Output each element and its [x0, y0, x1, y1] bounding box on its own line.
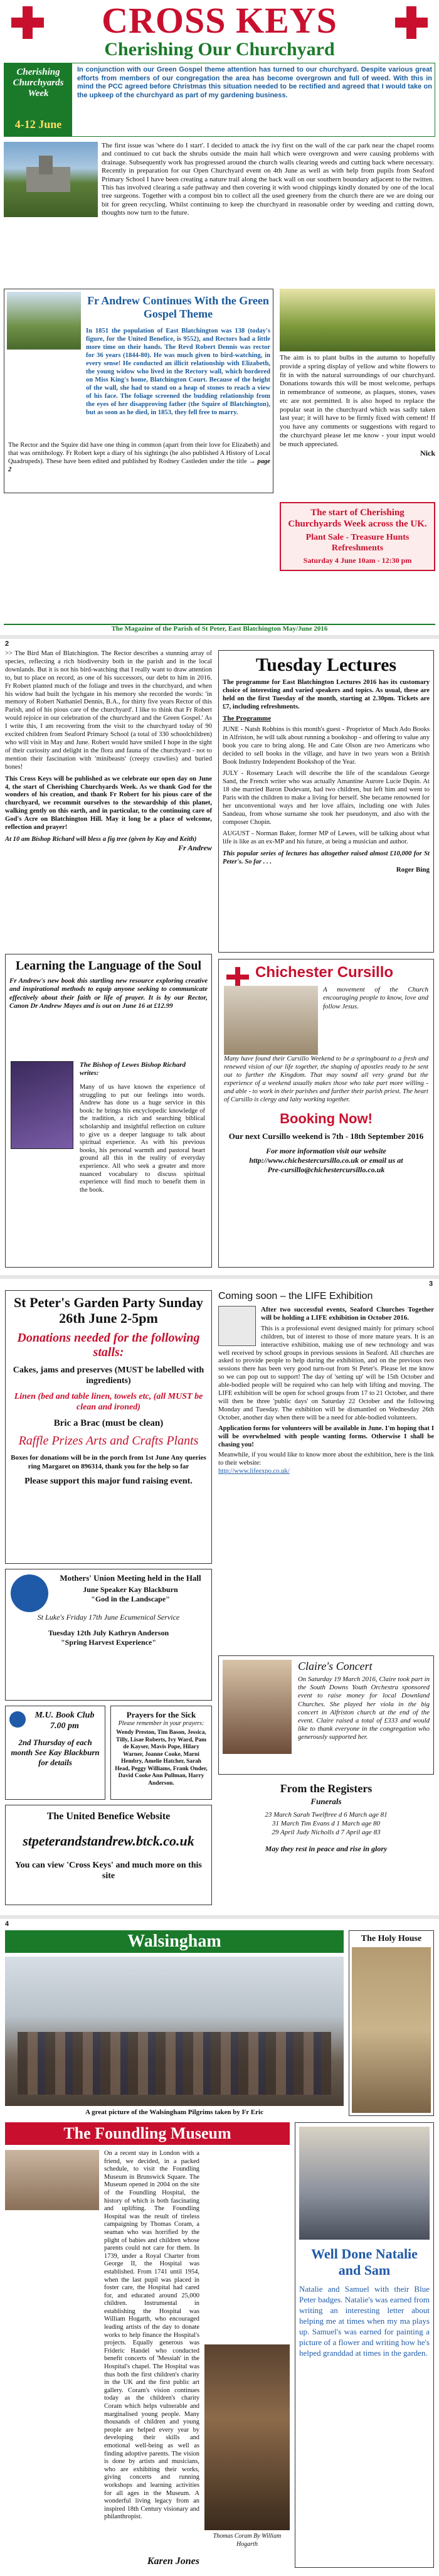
registers-section [218, 1782, 434, 1854]
cherishing-week-date: 4-12 June [14, 118, 62, 131]
bird-man-text: >> The Bird Man of Blatchington. The Rector describes a stunning array of species, reflecting a rich biodiversity both in the parish and in the local downlands. But it is not his bird-watching that I really want to draw attention to, but to place on record, as one of his successors, our debt to him in 2016. Fr Robert planted much of the foliage and trees in the churchyard, and when his widow had built the lychgate in his memory she recorded the words: 'in memory of Robert Nathaniel Dennis, B.A., for thirty five years Rector of this Parish, and of his pious care of the churchyard'. I like to think that Fr Robert would rejoice in our celebration of the churchyard and the Green Gospel.' As I write this, I am recovering from the visit to the churchyard today of 90 excited children from Seaford Primary School (a total of 330 schoolchildren) who will visit in May and June. Robert would have smiled I hope in the sight of their curiosity and delight in the flora and fauna of the churchyard - not to mention their fascination with 'minibeasts' (creepy crawlies) and buried bones! [5, 650, 212, 771]
page-one [0, 0, 439, 634]
register-entry: 29 April Judy Nicholls d 7 April age 83 [272, 1829, 381, 1836]
book-club-dates: 2nd Thursday of each month See Kay Blackburn for details [11, 1738, 100, 1767]
mothers-union-service: St Luke's Friday 17th June Ecumenical Service [37, 1613, 180, 1622]
open-day-date: Saturday 4 June 10am - 12:30 pm [303, 556, 412, 565]
garden-party-donations: Donations needed for the following stalls: [17, 1331, 200, 1359]
bird-man-bold: This Cross Keys will be published as we celebrate our open day on June 4, the start of Cherishing Churchyards Week. As we thank God for the wonders of his creation, and thank Fr Robert for his pious care of the churchyard, we recommit ourselves to the stewardship of this planet, walking gently on this earth, and in particular, to the continuing care of God's Acre on Blatchington Hill. May it long be a place of welcome, reflection and prayer! [5, 775, 212, 831]
well-done-box [295, 2122, 434, 2568]
claires-concert-body: On Saturday 19 March 2016, Claire took part in the South Downs Youth Orchestra sponsored event to raise money for local Downland Churches. She played her viola in the big concert in Alfriston church at the end of the event. Claire raised a total of £333 and would like to thank everyone in the congregation who generously supported her. [298, 1675, 430, 1741]
book-club-box [5, 1706, 105, 1800]
life-exhibition-body: This is a professional event designed mainly for primary school children, but of interest to those of more mature years. It is an interactive exhibition, making use of new technology and was well received by school groups in previous sessions in Seaford. All churches are asked to provide people to help during the exhibition, and on the previous two sessions there has been very good turn-out from St Peter's. Please let me know so we can pop out to support! The day of 'setting up' will be 15th October and able-bodied people will be required who can help with lifting and moving. The LIFE exhibition will be open for school groups from 17 to 21 October, and there will then be three 'public days' on Saturday 22 October and the following Monday and Tuesday. The exhibition will be dismantled on Wednesday 26th October, another day when there will be a need for able-bodied volunteers. [218, 1325, 434, 1421]
bird-man-fig-tree: At 10 am Bishop Richard will bless a fig tree (given by Kay and Keith) [5, 835, 197, 843]
well-done-title: Well Done Natalie and Sam [311, 2246, 418, 2278]
register-entry: 31 March Tim Evans d 1 March age 80 [272, 1820, 381, 1827]
bird-man-signature: Fr Andrew [178, 843, 212, 852]
lecture-july: JULY - Rosemary Leach will describe the life of the scandalous George Sand, the French writer who was actually Amantine Aurore Lucie Dupin. At 18 she married Baron Dudevant, had two children, but left him and went to Paris with the children to make a living for herself. She became renowned for her unconventional ways and her love affairs, including one with Jules Sandeau, from whose surname she took her pseudonym, and also with the composer Chopin. [223, 769, 430, 826]
registers-funerals: Funerals [310, 1797, 342, 1806]
well-done-body: Natalie and Samuel with their Blue Peter badges. Natalie's was earned from writing an interesting letter about helping me at times when my ma plays up. Samuel's was earned for painting a picture of a flower and writing how he's helped granddad at times in the garden. [299, 2284, 430, 2358]
bulbs-text: The aim is to plant bulbs in the autumn to hopefully provide a spring display of yellow and white flowers to fit in with the natural surroundings of our churchyard. Donations towards this will be most welcome, perhaps in remembrance of someone, as plaques, stones, vases etc are not permitted. It is also hoped to replace the popular seat in the churchyard which was sadly taken last year; it will have to be firmly fixed with cement! If you have any comments or suggestions with regard to the churchyard please let me know - your input would be much appreciated. [280, 354, 435, 448]
benefice-website-title: The United Benefice Website [46, 1811, 171, 1822]
page-number: 2 [5, 640, 9, 648]
lecture-fundraising: This popular series of lectures has altogether raised almost £10,000 for St Peter's. So far . . . [223, 850, 430, 865]
cursillo-info: For more information visit our website http://www.chichestercursillo.co.uk or email us at [249, 1146, 403, 1165]
foundling-article: On a recent stay in London with a friend, we decided, in a packed schedule, to visit the Foundling Museum in Brunswick Square. The Museum opened in 2004 on the site of the Foundling Hospital, the history of which is both fascinating and uplifting. The Foundling Hospital was the result of tireless campaigning by Thomas Coram, a seaman who was horrified by the plight of babies and children whose parents could not care for them. In 1739, under a Royal Charter from George II, the Hospital was established. From 1741 until 1954, when the last pupil was placed in foster care, the Hospital had cared for, and educated around 25,000 children. Instrumental in establishing the Hospital was William Hogarth, who encouraged leading artists of the day to donate works to help finance the Hospital's projects. Equally generous was Frideric Handel who conducted benefit concerts of 'Messiah' in the Hospital's chapel. The Hospital was thus both the first children's charity in the UK and the first public art gallery. Coram's vision continues today as the children's charity Coram which helps vulnerable and marginalised young people. Many thousands of children and young people are helped every year by developing their skills and emotional well-being as well as finding adoptive parents. The vision is done by artists and musicians, who are exhibiting their works, giving concerts and running workshops and learning activities for all ages in the Museum. A wonderful living legacy from an inspired 18th Century visionary and philanthropist. [104, 2150, 199, 2521]
cherishing-week-panel [4, 63, 72, 136]
lectures-signature: Roger Bing [396, 865, 430, 874]
soul-book-box [5, 954, 212, 1268]
mothers-union-title: Mothers' Union Meeting held in the Hall [60, 1573, 201, 1583]
holy-house-title: The Holy House [361, 1934, 422, 1943]
foundling-signature: Karen Jones [147, 2556, 199, 2567]
page-number: 4 [5, 1920, 9, 1928]
page-four [0, 1920, 439, 2576]
magazine-footer: The Magazine of the Parish of St Peter, East Blatchington May/June 2016 [111, 625, 328, 633]
bird-man-article [5, 650, 212, 852]
page-separator [0, 1275, 439, 1279]
soul-book-title: Learning the Language of the Soul [15, 959, 202, 973]
intro-paragraph: In conjunction with our Green Gospel theme attention has turned to our churchyard. Despite various great efforts from members of our congregation the area has become overgrown and full of weed. With this in mind the PCC agreed before Christmas this situation needed to be rectified and agreed that I would take on the upkeep of the churchyard as part of my gardening business. [77, 66, 432, 99]
book-club-logo [9, 1711, 26, 1728]
left-cross-keys-emblem [10, 5, 45, 40]
tree-article-heading: Fr Andrew Continues With the Green Gospel Theme [87, 294, 269, 320]
cursillo-title: Chichester Cursillo [255, 964, 394, 981]
soul-book-intro: Fr Andrew's new book this startling new resource exploring creative and inspirational methods to equip anyone seeking to communicate effectively about their faith or life of prayer. It is by our Rector, Canon Dr Andrew Mayes and is out on June 16 at £12.99 [9, 977, 208, 1010]
cursillo-dates: Our next Cursillo weekend is 7th - 18th September 2016 [228, 1131, 424, 1141]
walsingham-caption: A great picture of the Walsingham Pilgrims taken by Fr Eric [85, 2108, 263, 2116]
garden-party-title: St Peter's Garden Party Sunday 26th June 2-5pm [14, 1295, 203, 1326]
page-separator [0, 1915, 439, 1919]
tree-photo [7, 292, 81, 350]
garden-party-raffle: Raffle Prizes Arts and Crafts Plants [18, 1434, 199, 1448]
natalie-sam-photo [299, 2127, 430, 2240]
tree-article-text [8, 441, 270, 474]
soul-book-cover [11, 1061, 73, 1149]
mothers-union-speaker: June Speaker Kay Blackburn [83, 1585, 178, 1594]
page-three [0, 1280, 439, 1914]
flowers-photo [280, 289, 435, 351]
tuesday-lectures-title: Tuesday Lectures [255, 655, 397, 675]
benefice-website-note: You can view 'Cross Keys' and much more on this site [15, 1861, 202, 1881]
soul-book-review: Many of us have known the experience of struggling to put our feelings into words. Andrew has done us a huge service in this book: he brings his encyclopedic knowledge of the tradition, a rich and searching biblical scholarship and insightful reflection on culture to give us a deeper language to talk about spiritual experience. As with his previous books, his personal warmth and pastoral heart ground all this in the reality of everyday experience. All who seek a greater and more nuanced vocabulary to discuss spiritual experience will find much to benefit them in the book. [80, 1084, 205, 1194]
bulbs-signature: Nick [420, 449, 435, 458]
cursillo-description: Many have found their Cursillo Weekend to be a springboard to a fresh and renewed vision of our life together, the shaping of apostles ready to be sent out to further the Kingdom. That may sound all very grand but the experience of a weekend usually makes those who take part more willing - and able - to work in their parishes and further their parish priest. The heart of Cursillo is clergy and laity working together. [224, 1056, 428, 1103]
thomas-coram-portrait [204, 2344, 290, 2530]
page-separator [0, 635, 439, 639]
intro-box [4, 63, 435, 137]
garden-party-cakes: Cakes, jams and preserves (MUST be labelled with ingredients) [13, 1365, 204, 1386]
mothers-union-logo [11, 1574, 48, 1612]
walsingham-pilgrims-photo [5, 1957, 344, 2106]
register-entry: 23 March Sarah Twelftree d 6 March age 81 [265, 1811, 388, 1819]
tree-article-box [4, 289, 273, 493]
garden-party-linen: Linen (bed and table linen, towels etc, (all MUST be clean and ironed) [14, 1392, 203, 1412]
tree-article-bold-text: In 1851 the population of East Blatchington was 138 (today's figure, for the United Benefice, is 9552), and Rectors had a little more time on their hands. The Revd Robert Dennis was rector for 36 years (1844-80). He was much given to bird-watching, in every sense! He conducted an illicit relationship with Elizabeth, the young widow who lived in the Rectory wall, which bordered on Miss King's home, Blatchington Court. Because of the height of the wall, she had to stand on a heap of stones to reach a view of his face. The foliage screened the budding relationship from the eyes of her disapproving father (the Squire of Blatchington), but as soon as he died, in 1853, they fell free to marry. [86, 328, 270, 416]
open-day-activities: Plant Sale - Treasure Hunts Refreshments [305, 533, 410, 553]
open-day-title: The start of Cherishing Churchyards Week across the UK. [288, 508, 427, 529]
bulbs-article [280, 289, 435, 458]
life-exhibition-lead: After two successful events, Seaford Churches Together will be holding a LIFE exhibition in October 2016. [261, 1306, 434, 1322]
right-cross-keys-emblem [394, 5, 429, 40]
benefice-website-url[interactable]: stpeterandstandrew.btck.co.uk [23, 1833, 194, 1849]
page-two [0, 640, 439, 1274]
thomas-coram-caption: Thomas Coram By William Hogarth [213, 2533, 282, 2548]
cursillo-tagline: A movement of the Church encouraging people to know, love and follow Jesus. [323, 986, 428, 1010]
claires-concert-title: Claire's Concert [298, 1660, 373, 1672]
prayers-title: Prayers for the Sick [126, 1710, 196, 1719]
mothers-union-box [5, 1569, 212, 1701]
cursillo-email-link[interactable]: Pre-cursillo@chichestercursillo.co.uk [267, 1165, 385, 1174]
life-exhibition-volunteers: Application forms for volunteers will be available in June. I'm hoping that I will be overwhelmed with people wanting forms. Otherwise I shall be chasing you! [218, 1424, 434, 1448]
lecture-august: AUGUST - Norman Baker, former MP of Lewes, will be talking about what life is like as an ex-MP and his future, at being a musician and author. [223, 830, 430, 845]
garden-party-bric-a-brac: Bric a Brac (must be clean) [53, 1418, 164, 1428]
registers-blessing: May they rest in peace and rise in glory [265, 1844, 388, 1853]
life-exhibition-heading: Coming soon – the LIFE Exhibition [218, 1291, 373, 1301]
tree-article-rest: The Rector and the Squire did have one thing in common (apart from their love for Elizabeth) and that was ornithology. Fr Robert kept a diary of his sightings (he also published A History of Local Quadrupeds). These have been edited and published by Rodney Castleden under the title [8, 442, 270, 465]
claires-concert-box [218, 1655, 434, 1775]
churchyard-photo [4, 142, 98, 217]
gardening-article: The first issue was 'where do I start'. I decided to attack the ivy first on the wall of the car park near the chapel rooms and continued to cut back the shrubs outside the main hall which were overgrown and were causing problems with drainage. Subsequently work has progressed around the church walls clearing weeds and cutting back where necessary. Recently in preparation for our Open Churchyard event on 4th June as well as with help from pupils from Seaford Primary School I have been creating a nature trail along the back wall on our southern boundary adjacent to the twitten. This has involved clearing a safe pathway and then covering it with wood chippings kindly donated by one of the local tree surgeons. Together with a compost bin to collect all the used greenery from the church there are we are doing our bit for green recycling. Whilst continuing to keep the churchyard in reasonable order by weeding and cutting down, thoughts now turn to the future. [102, 142, 434, 217]
masthead-subtitle: Cherishing Our Churchyard [104, 39, 335, 60]
walsingham-title: Walsingham [127, 1932, 221, 1951]
life-exhibition-more: Meanwhile, if you would like to know more about the exhibition, here is the link to their website: [218, 1451, 434, 1467]
mothers-union-topic: "God in the Landscape" [91, 1595, 170, 1603]
soul-book-bishop: The Bishop of Lewes Bishop Richard writes: [80, 1061, 186, 1077]
claire-photo [223, 1660, 292, 1754]
lecture-june: JUNE - Natsh Robbins is this month's guest - Proprietor of Much Ado Books in Alfriston, he will talk about running a bookshop - and offering to value any book you care to bring along. He and Cate Olson are two Americans who decided to sell books in the village, and have in two years won a British Book Industry Independent Bookshop of the Year. [223, 725, 430, 766]
tuesday-lectures-box [218, 650, 434, 953]
garden-party-box [5, 1290, 212, 1564]
open-day-event-box [280, 502, 435, 571]
life-exhibition-logo [218, 1306, 256, 1346]
tree-article-continuation: → page 2 [8, 458, 270, 473]
programme-heading: The Programme [223, 715, 272, 722]
life-exhibition-article [218, 1290, 434, 1476]
garden-party-support: Please support this major fund raising event. [24, 1477, 193, 1486]
tuesday-lectures-intro: The programme for East Blatchington Lectures 2016 has its customary choice of interesting and varied speakers and topics. As usual, these are held on the first Tuesday of the month, starting at 2.30pm. Tickets are £7, including refreshments. [223, 679, 430, 710]
foundling-title: The Foundling Museum [63, 2124, 231, 2142]
benefice-website-box [5, 1805, 212, 1905]
prayers-box [110, 1706, 212, 1800]
cursillo-booking: Booking Now! [280, 1111, 373, 1126]
masthead-title: CROSS KEYS [102, 0, 337, 41]
page-number: 3 [429, 1280, 433, 1288]
book-club-title: M.U. Book Club 7.00 pm [34, 1711, 95, 1731]
holy-house-box [349, 1930, 434, 2116]
mothers-union-spring: "Spring Harvest Experience" [61, 1638, 156, 1647]
life-exhibition-link[interactable]: http://www.lifeexpo.co.uk/ [218, 1468, 290, 1475]
cursillo-photo [224, 986, 318, 1055]
garden-party-boxes: Boxes for donations will be in the porch from 1st June Any queries ring Margaret on 896314, thank you for the help so far [11, 1454, 206, 1470]
cursillo-box [218, 959, 434, 1268]
registers-title: From the Registers [280, 1782, 373, 1795]
prayers-intro: Please remember in your prayers: [118, 1720, 204, 1727]
cherishing-week-title: Cherishing Churchyards Week [13, 67, 64, 99]
prayers-names: Wendy Preston, Tim Bason, Jessica, Tilly, Lisae Roberts, Ivy Ward, Pam de Kayser, Mavis Pope, Hilary Warner, Joanne Cooke, Marni Hembry, Amelie Hatcher, Sarah Head, Peggy Williams, Frank Onder, David Cooke Ann Pullman, Harry Anderson. [115, 1729, 208, 1787]
holy-house-photo [352, 1947, 431, 2113]
mothers-union-july: Tuesday 12th July Kathryn Anderson [48, 1628, 169, 1637]
